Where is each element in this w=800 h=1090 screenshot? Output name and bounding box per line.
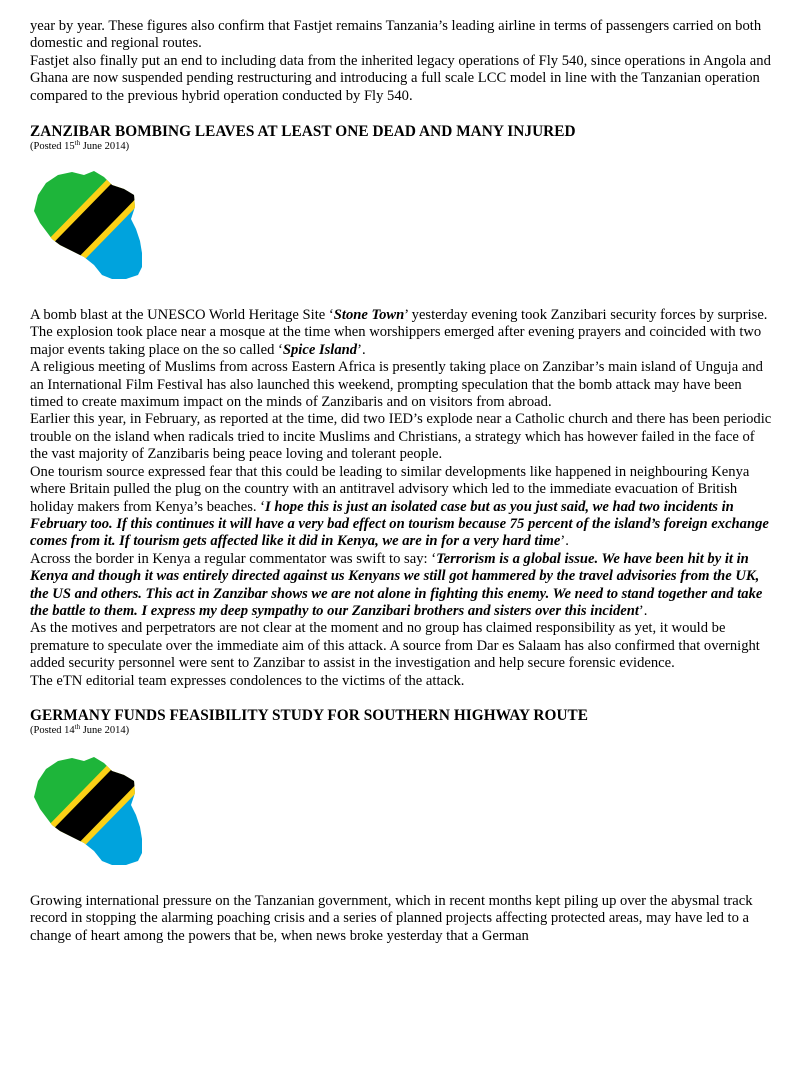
intro-paragraph-2: Fastjet also finally put an end to including data from the inherited legacy operations of Fly 540, since operations in Angola and Ghana are now suspended pending restructuring and introducing a full scale LCC model in line with the Tanzanian operation compared to the previous hybrid operation conducted by Fly 540. — [30, 52, 771, 104]
article-paragraph: As the motives and perpetrators are not clear at the moment and no group has claimed responsibility as yet, it would be premature to speculate over the immediate aim of this attack. A source from Dar es Salaam has also confirmed that overnight added security personnel were sent to Zanzibar to assist in the investigation and help secure forensic evidence. — [30, 620, 760, 672]
article-paragraph-quote: One tourism source expressed fear that this could be leading to similar developments like happened in neighbouring Kenya where Britain pulled the plug on the country with an antitravel advisory which led to the immediate evacuation of British holiday makers from Kenya’s beaches. ‘I hope this is just an isolated case but as you just said, we had two incidents in February too. If this continues it will have a very bad effect on tourism because 75 percent of the island’s foreign exchange comes from it. If tourism gets affected like it did in Kenya, we are in for a very hard time’. — [30, 463, 769, 550]
article-paragraph: Earlier this year, in February, as reported at the time, did two IED’s explode near a Catholic church and there has been periodic trouble on the island when radicals tried to incite Muslims and Christians, a strategy which has however failed in the face of the vast majority of Zanzibaris being peace loving and tolerant people. — [30, 411, 772, 463]
article-germany-highway — [30, 707, 776, 945]
article-paragraph: Growing international pressure on the Tanzanian government, which in recent months kept piling up over the abysmal track record in stopping the alarming poaching crisis and a series of planned projects affecting protected areas, may have led to a change of heart among the powers that be, when news broke yesterday that a German — [30, 892, 753, 944]
article-zanzibar — [30, 123, 776, 690]
intro-paragraph-1: year by year. These figures also confirm that Fastjet remains Tanzania’s leading airline in terms of passengers carried on both domestic and regional routes. — [30, 18, 762, 52]
article-paragraph: A religious meeting of Muslims from across Eastern Africa is presently taking place on Zanzibar’s main island of Unguja and an International Film Festival has also launched this weekend, prompting speculation that the bomb attack may have been timed to create maximum impact on the minds of Zanzibaris and on visitors from abroad. — [30, 359, 763, 411]
article-headline: ZANZIBAR BOMBING LEAVES AT LEAST ONE DEAD AND MANY INJURED — [30, 123, 576, 141]
article-paragraph: A bomb blast at the UNESCO World Heritage Site ‘Stone Town’ yesterday evening took Zanzibari security forces by surprise. The explosion took place near a mosque at the time when worshippers emerged after evening prayers and coincided with two major events taking place on the so called ‘Spice Island’. — [30, 307, 768, 358]
article-paragraph-quote: Across the border in Kenya a regular commentator was swift to say: ‘Terrorism is a global issue. We have been hit by it in Kenya and though it was entirely directed against us Kenyans we still got hammered by the travel advisories from the UK, the US and others. This act in Zanzibar shows we are not alone in fighting this enemy. We need to stand together and take the battle to them. I express my deep sympathy to our Zanzibari brothers and sisters over this incident’. — [30, 550, 763, 619]
article-paragraph: The eTN editorial team expresses condolences to the victims of the attack. — [30, 672, 465, 689]
tanzania-flag-map-image — [32, 753, 147, 871]
posted-date: (Posted 14th June 2014) — [30, 722, 130, 736]
article-headline: GERMANY FUNDS FEASIBILITY STUDY FOR SOUTHERN HIGHWAY ROUTE — [30, 706, 589, 724]
document-page — [30, 18, 776, 945]
intro-section — [30, 18, 776, 105]
posted-date: (Posted 15th June 2014) — [30, 139, 130, 153]
tanzania-flag-map-image — [32, 167, 147, 285]
